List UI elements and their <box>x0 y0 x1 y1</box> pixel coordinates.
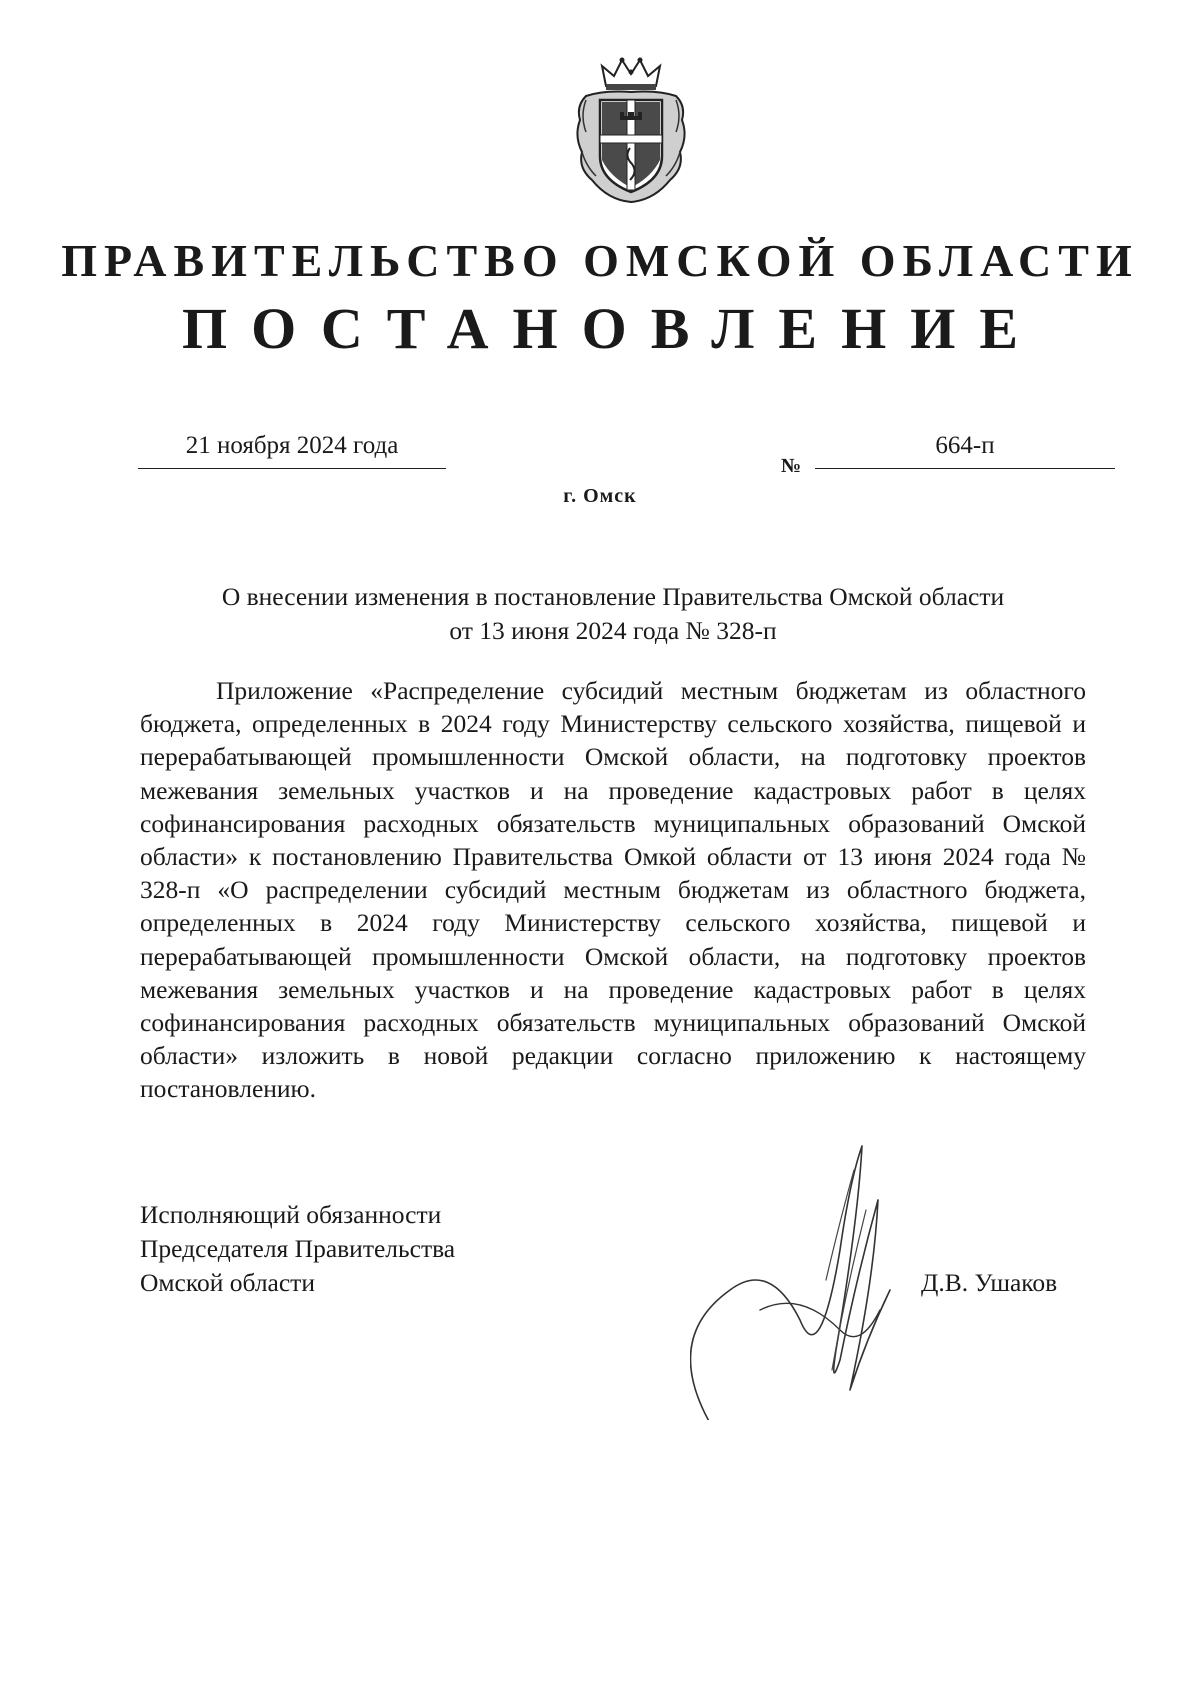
signatory-name: Д.В. Ушаков <box>921 1268 1058 1297</box>
document-date: 21 ноября 2024 года <box>185 432 399 459</box>
number-underline <box>815 468 1115 469</box>
city-label: г. Омск <box>563 485 637 507</box>
subject-line-2: от 13 июня 2024 года № 328-п <box>449 616 777 645</box>
document-type-title: ПОСТАНОВЛЕНИЕ <box>181 296 1043 361</box>
subject-line-1: О внесении изменения в постановление Правительства Омской области <box>221 582 1005 611</box>
signatory-position <box>140 1198 455 1300</box>
position-line-1: Исполняющий обязанности <box>140 1200 442 1229</box>
position-line-3: Омской области <box>140 1268 315 1297</box>
document-subject <box>140 580 1086 648</box>
document-number: 664-п <box>935 432 995 459</box>
coat-of-arms-icon <box>572 56 690 204</box>
date-underline <box>138 468 446 469</box>
number-label: № <box>781 455 802 477</box>
organization-title: ПРАВИТЕЛЬСТВО ОМСКОЙ ОБЛАСТИ <box>61 235 1139 286</box>
position-line-2: Председателя Правительства <box>140 1234 456 1263</box>
body-paragraph: Приложение «Распределение субсидий местным бюджетам из областного бюджета, определенных в 2024 году Министерству сельского хозяйства, пищевой и перерабатывающей промышленности Омской области, на подготовку проектов межевания земельных участков и на проведение кадастровых работ в целях софинансирования расходных обязательств муниципальных образований Омской области» к постановлению Правительства Омкой области от 13 июня 2024 года № 328-п «О распределении субсидий местным бюджетам из областного бюджета, определенных в 2024 году Министерству сельского хозяйства, пищевой и перерабатывающей промышленности Омской области, на подготовку проектов межевания земельных участков и на проведение кадастровых работ в целях софинансирования расходных обязательств муниципальных образований Омской области» изложить в новой редакции согласно приложению к настоящему постановлению. <box>140 676 1086 1104</box>
signature-icon <box>690 1140 950 1420</box>
